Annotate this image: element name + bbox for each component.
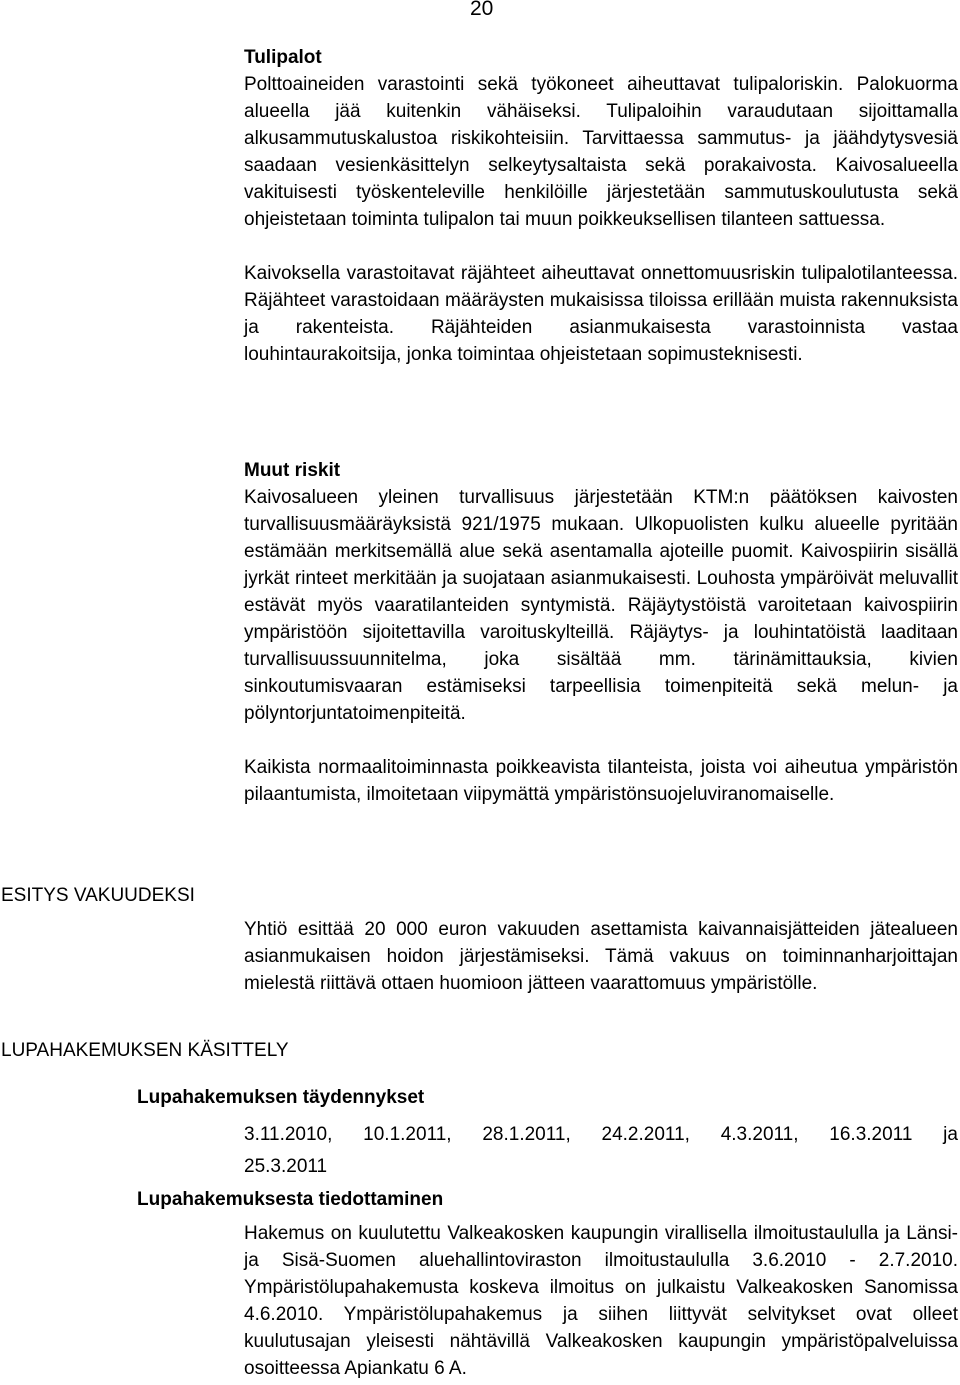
date-item: 10.1.2011, xyxy=(363,1124,452,1145)
page-number: 20 xyxy=(470,0,494,20)
date-item: 3.11.2010, xyxy=(244,1124,333,1145)
heading-lupahakemuksesta-tiedottaminen: Lupahakemuksesta tiedottaminen xyxy=(137,1189,444,1210)
muut-riskit-paragraph-2: Kaikista normaalitoiminnasta poikkeavista tilanteista, joista voi aiheutua ympäristön pilaantumista, ilmoitetaan viipymättä ympäristönsuojeluviranomaiselle. xyxy=(244,757,958,805)
tiedottaminen-paragraph: Hakemus on kuulutettu Valkeakosken kaupungin virallisella ilmoitustaululla ja Länsi- ja Sisä-Suomen aluehallintoviraston ilmoitustaululla 3.6.2010 - 2.7.2010. Ympäristölupahakemusta koskeva ilmoitus on julkaistu Valkeakosken Sanomissa 4.6.2010. Ympäristölupahakemus ja siihen liittyvät selvitykset ovat olleet kuulutusajan yleisesti nähtävillä Valkeakosken kaupungin ympäristöpalveluissa osoitteessa Apiankatu 6 A. xyxy=(244,1223,958,1379)
heading-muut-riskit: Muut riskit xyxy=(244,460,341,481)
section-tiedottaminen xyxy=(244,1220,958,1382)
tulipalot-paragraph-1: Polttoaineiden varastointi sekä työkoneet aiheuttavat tulipaloriskin. Palokuorma alueella jää kuitenkin vähäiseksi. Tulipaloihin varaudutaan sijoittamalla alkusammutuskalustoa riskikohteisiin. Tarvittaessa sammutus- ja jäähdytysvesiä saadaan vesienkäsittelyn selkeytysaltaista sekä porakaivosta. Kaivosalueella vakituisesti työskenteleville henkilöille järjestetään sammutuskoulutusta sekä ohjeistetaan toiminta tulipalon tai muun poikkeuksellisen tilanteen sattuessa. xyxy=(244,74,958,230)
section-muut-riskit xyxy=(244,457,958,808)
date-row xyxy=(244,1119,958,1151)
taydennykset-dates xyxy=(244,1119,958,1183)
date-item: 28.1.2011, xyxy=(482,1124,571,1145)
esitys-vakuudeksi-paragraph: Yhtiö esittää 20 000 euron vakuuden asettamista kaivannaisjätteiden jätealueen asianmukaisen hoidon järjestämiseksi. Tämä vakuus on toiminnanharjoittajan mielestä riittävä ottaen huomioon jätteen vaarattomuus ympäristölle. xyxy=(244,919,958,994)
date-item: 16.3.2011 xyxy=(829,1124,913,1145)
section-tulipalot xyxy=(244,44,958,368)
date-item: ja xyxy=(943,1124,958,1145)
muut-riskit-paragraph-1: Kaivosalueen yleinen turvallisuus järjestetään KTM:n päätöksen kaivosten turvallisuusmääräyksistä 921/1975 mukaan. Ulkopuolisten kulku alueelle pyritään estämään merkitsemällä alue sekä asentamalla ajoteille puomit. Kaivospiirin sisällä jyrkät rinteet merkitään ja suojataan asianmukaisesti. Louhosta ympäröivät meluvallit estävät myös vaaratilanteiden syntymistä. Räjäytystöistä varoitetaan kaivospiirin ympäristöön sijoitettavilla varoituskylteillä. Räjäytys- ja louhintatöistä laaditaan turvallisuussuunnitelma, joka sisältää mm. tärinämittauksia, kivien sinkoutumisvaaran estämiseksi tarpeellisia toimenpiteitä sekä melun- ja pölyntorjuntatoimenpiteitä. xyxy=(244,487,958,724)
date-last: 25.3.2011 xyxy=(244,1156,328,1177)
date-item: 24.2.2011, xyxy=(601,1124,690,1145)
section-esitys-vakuudeksi xyxy=(244,916,958,997)
heading-lupahakemuksen-taydennykset: Lupahakemuksen täydennykset xyxy=(137,1087,425,1108)
heading-esitys-vakuudeksi: ESITYS VAKUUDEKSI xyxy=(1,885,195,906)
heading-tulipalot: Tulipalot xyxy=(244,47,322,68)
date-item: 4.3.2011, xyxy=(720,1124,799,1145)
heading-lupahakemuksen-kasittely: LUPAHAKEMUKSEN KÄSITTELY xyxy=(1,1040,289,1061)
tulipalot-paragraph-2: Kaivoksella varastoitavat räjähteet aiheuttavat onnettomuusriskin tulipalotilanteessa. Räjähteet varastoidaan määräysten mukaisissa tiloissa erillään muista rakennuksista ja rakenteista. Räjähteiden asianmukaisesta varastoinnista vastaa louhintaurakoitsija, jonka toimintaa ohjeistetaan sopimusteknisesti. xyxy=(244,263,958,365)
